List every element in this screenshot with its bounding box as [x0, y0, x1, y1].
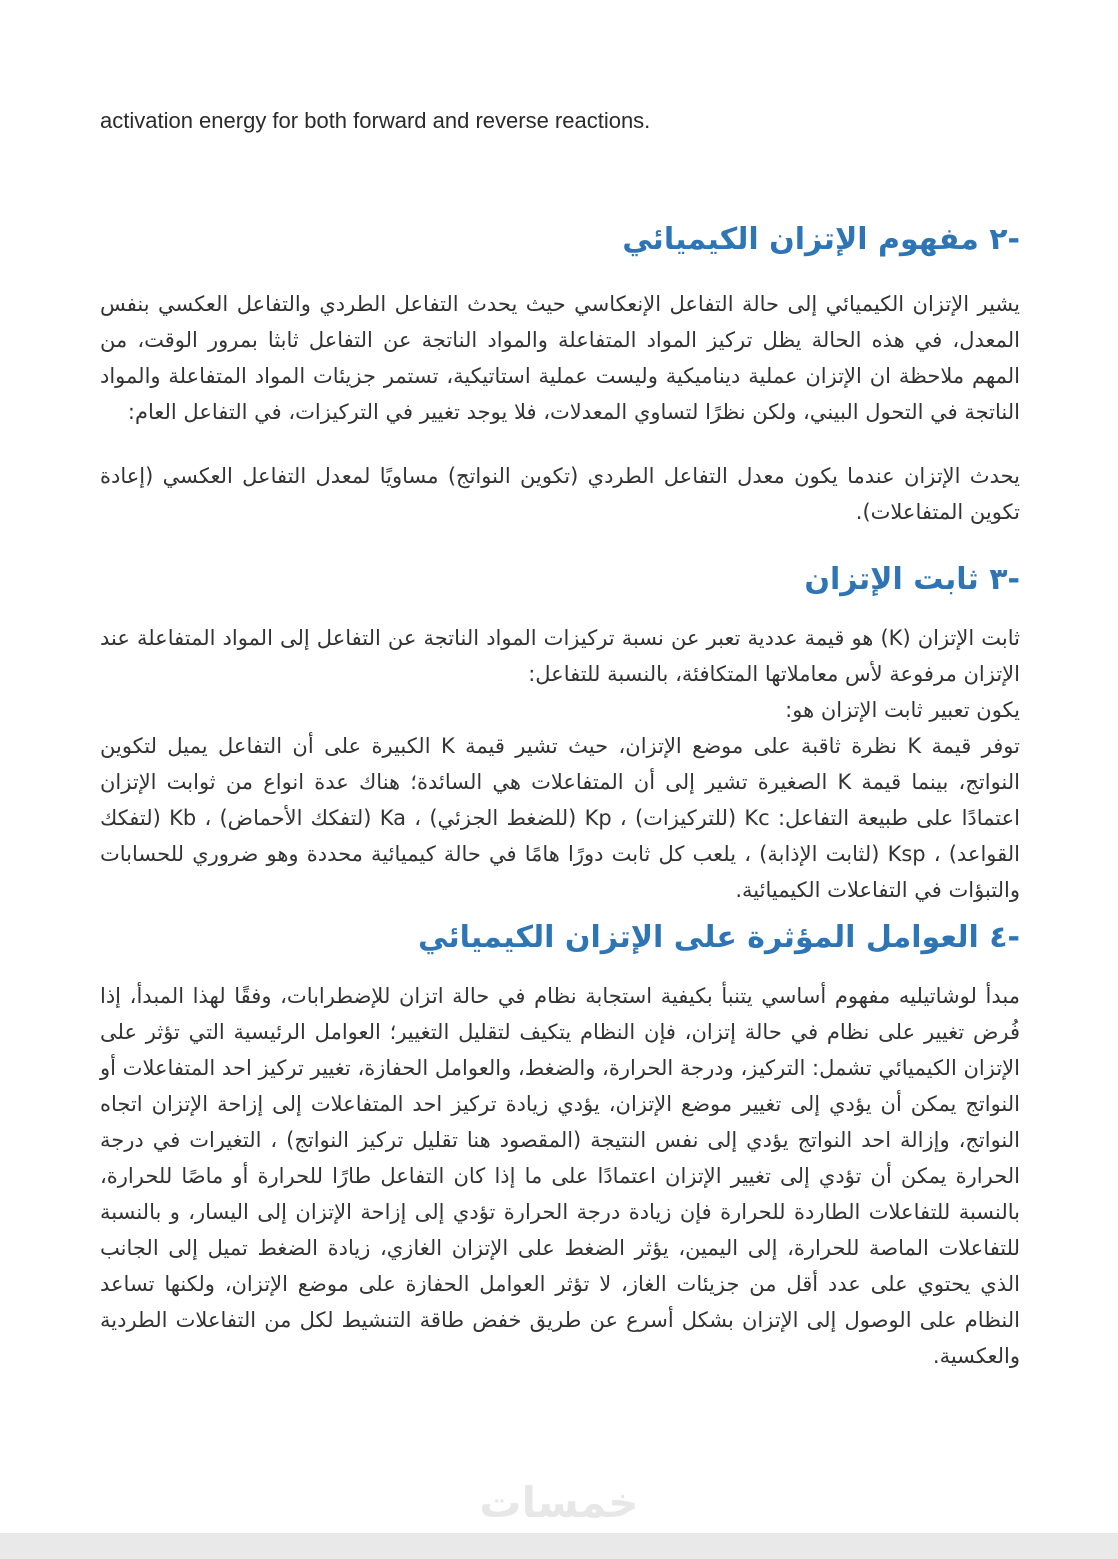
paragraph-equilibrium-concept-1: يشير الإتزان الكيميائي إلى حالة التفاعل الإنعكاسي حيث يحدث التفاعل الطردي والتفاعل العكسي بنفس المعدل، في هذه الحالة يظل تركيز المواد المتفاعلة والمواد الناتجة عن التفاعل ثابثا بمرور الوقت، من المهم ملاحظة ان الإتزان عملية ديناميكية وليست عملية استاتيكية، تستمر جزيئات المواد المتفاعلة والمواد الناتجة في التحول البيني، ولكن نظرًا لتساوي المعدلات، فلا يوجد تغيير في التركيزات، في التفاعل العام: [100, 292, 1020, 424]
paragraph-equilibrium-constant-2: يكون تعبير ثابت الإتزان هو: [785, 698, 1020, 722]
heading-equilibrium-constant: -٣ ثابت الإتزان [804, 562, 1020, 597]
paragraph-affecting-factors-1: مبدأ لوشاتيليه مفهوم أساسي يتنبأ بكيفية استجابة نظام في حالة اتزان للإضطرابات، وفقًا لهذا المبدأ، إذا فُرض تغيير على نظام في حالة إتزان، فإن النظام يتكيف لتقليل التغيير؛ العوامل الرئيسية التي تؤثر على الإتزان الكيميائي تشمل: التركيز، ودرجة الحرارة، والضغط، والعوامل الحفازة، تغيير تركيز احد المتفاعلات أو النواتج يمكن أن يؤدي إلى تغيير موضع الإتزان، يؤدي زيادة تركيز احد المتفاعلات إلى إزاحة الإتزان اتجاه النواتج، وإزالة احد النواتج يؤدي إلى نفس النتيجة (المقصود هنا تقليل تركيز النواتج) ، التغيرات في درجة الحرارة يمكن أن تؤدي إلى تغيير الإتزان اعتمادًا على ما إذا كان التفاعل طارًا للحرارة أو ماصًا للحرارة، بالنسبة للتفاعلات الطاردة للحرارة فإن زيادة درجة الحرارة تؤدي إلى إزاحة الإتزان إلى اليسار، و بالنسبة للتفاعلات الماصة للحرارة، إلى اليمين، يؤثر الضغط على الإتزان الغازي، زيادة الضغط تميل إلى الجانب الذي يحتوي على عدد أقل من جزيئات الغاز، لا تؤثر العوامل الحفازة على موضع الإتزان، ولكنها تساعد النظام على الوصول إلى الإتزان بشكل أسرع عن طريق خفض طاقة التنشيط لكل من التفاعلات الطردية والعكسية. [100, 984, 1020, 1368]
section-affecting-factors [100, 916, 1020, 1374]
watermark-khamsat: خمسات [479, 1478, 639, 1527]
heading-equilibrium-concept: -٢ مفهوم الإتزان الكيميائي [622, 222, 1020, 257]
section-equilibrium-constant [100, 558, 1020, 908]
section-equilibrium-concept [100, 218, 1020, 530]
paragraph-equilibrium-constant-1: ثابت الإتزان (K) هو قيمة عددية تعبر عن نسبة تركيزات المواد الناتجة عن التفاعل إلى المواد المتفاعلة عند الإتزان مرفوعة لأس معاملاتها المتكافئة، بالنسبة للتفاعل: [100, 626, 1020, 686]
footer-bar [0, 1533, 1118, 1559]
paragraph-equilibrium-concept-2: يحدث الإتزان عندما يكون معدل التفاعل الطردي (تكوين النواتج) مساويًا لمعدل التفاعل العكسي (إعادة تكوين المتفاعلات). [100, 464, 1020, 524]
paragraph-equilibrium-constant-3: توفر قيمة K نظرة ثاقبة على موضع الإتزان، حيث تشير قيمة K الكبيرة على أن التفاعل يميل لتكوين النواتج، بينما قيمة K الصغيرة تشير إلى أن المتفاعلات هي السائدة؛ هناك عدة انواع من ثوابت الإتزان اعتمادًا على طبيعة التفاعل: Kc (للتركيزات) ، Kp (للضغط الجزئي) ، Ka (لتفكك الأحماض) ، Kb (لتفكك القواعد) ، Ksp (لثابت الإذابة) ، يلعب كل ثابت دورًا هامًا في حالة كيميائية محددة وهو ضروري للحسابات والتبؤات في التفاعلات الكيميائية. [100, 734, 1021, 902]
heading-affecting-factors: -٤ العوامل المؤثرة على الإتزان الكيميائي [417, 920, 1020, 955]
intro-english-line: activation energy for both forward and reverse reactions. [100, 108, 651, 133]
